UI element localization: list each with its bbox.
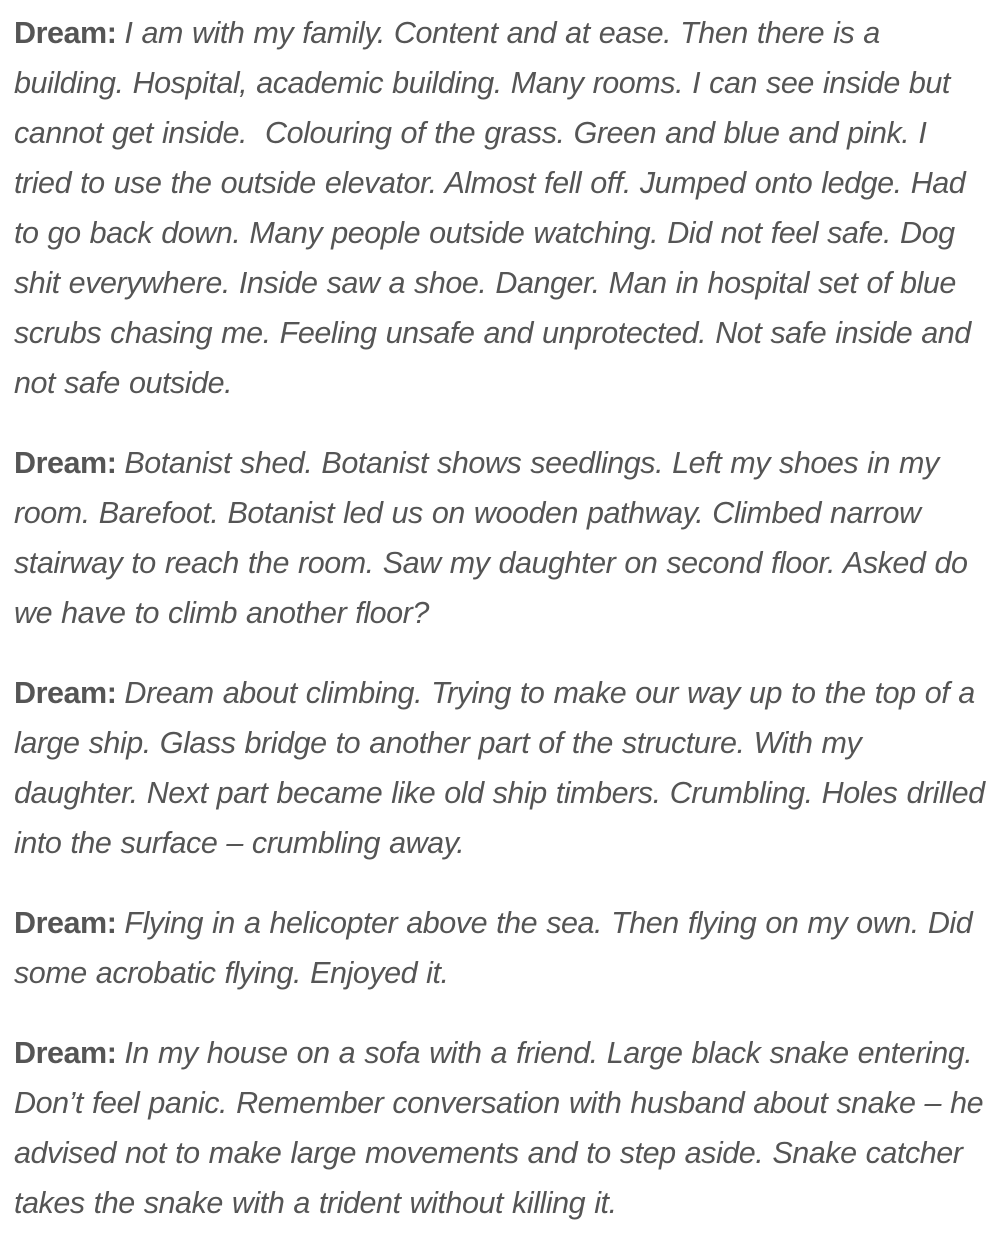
dream-label: Dream:: [14, 676, 117, 710]
dream-entry-4: [14, 898, 990, 998]
dream-label: Dream:: [14, 446, 117, 480]
dream-entry-1: [14, 8, 990, 408]
dream-label: Dream:: [14, 16, 117, 50]
dream-text: I am with my family. Content and at ease. Then there is a building. Hospital, academic building. Many rooms. I can see inside but cannot get inside. Colouring of the grass. Green and blue and pink. I tried to use the outside elevator. Almost fell off. Jumped onto ledge. Had to go back down. Many people outside watching. Did not feel safe. Dog shit everywhere. Inside saw a shoe. Danger. Man in hospital set of blue scrubs chasing me. Feeling unsafe and unprotected. Not safe inside and not safe outside.: [14, 16, 980, 400]
dream-text: Botanist shed. Botanist shows seedlings. Left my shoes in my room. Barefoot. Botanist led us on wooden pathway. Climbed narrow stairway to reach the room. Saw my daughter on second floor. Asked do we have to climb another floor?: [14, 446, 977, 630]
dream-text: Dream about climbing. Trying to make our way up to the top of a large ship. Glass bridge to another part of the structure. With my daughter. Next part became like old ship timbers. Crumbling. Holes drilled into the surface – crumbling away.: [14, 676, 994, 860]
dream-label: Dream:: [14, 906, 117, 940]
dream-entry-2: [14, 438, 990, 638]
dream-label: Dream:: [14, 1036, 117, 1070]
dream-entry-3: [14, 668, 994, 868]
dream-text: Flying in a helicopter above the sea. Then flying on my own. Did some acrobatic flying. Enjoyed it.: [14, 906, 982, 990]
dream-text: In my house on a sofa with a friend. Large black snake entering. Don’t feel panic. Remember conversation with husband about snake – he advised not to make large movements and to step aside. Snake catcher takes the snake with a trident without killing it.: [14, 1036, 993, 1220]
dream-entry-5: [14, 1028, 993, 1228]
